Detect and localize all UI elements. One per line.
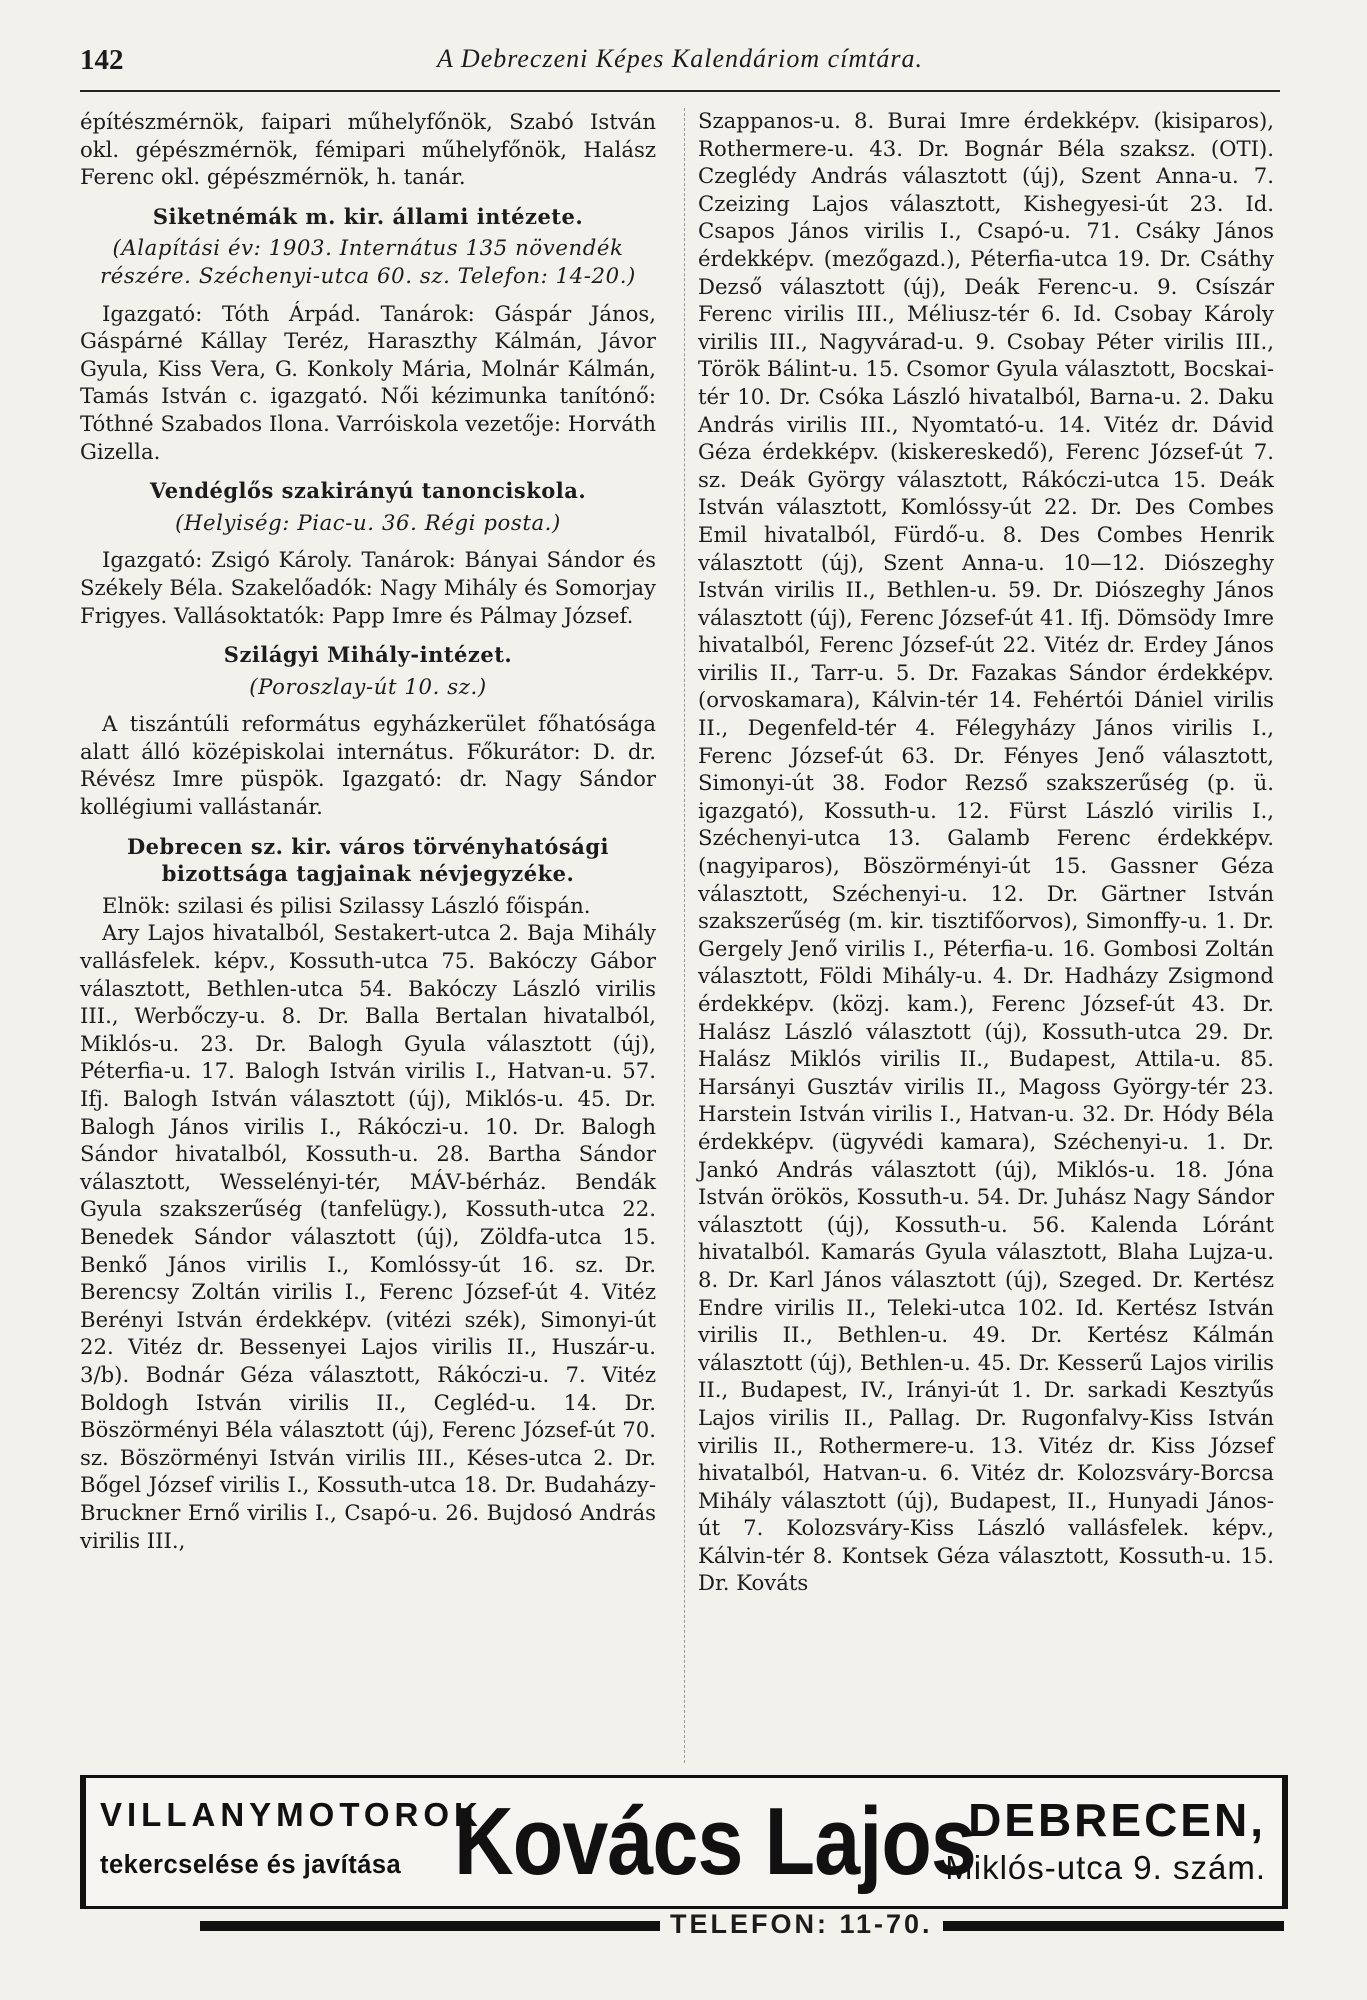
advertisement-box [80,1775,1288,1909]
section-heading-siketnemak: Siketnémák m. kir. állami intézete. [152,203,584,229]
right-column [698,107,1274,1597]
ad-service-text [100,1794,483,1884]
ad-city: DEBRECEN, [968,1794,1266,1846]
section-heading-vendeglos: Vendéglős szakirányú tanonciskola. [149,478,587,504]
advertisement [80,1775,1284,1947]
section-body-siketnemak: Igazgató: Tóth Árpád. Tanárok: Gáspár János, Gáspárné Kállay Teréz, Haraszthy Kálmán, Jávor Gyula, Kiss Vera, G. Konkoly Mária, Molnár Kálmán, Tamás István c. igazgató. Női kézimunka tanítónő: Tóthné Szabados Ilona. Varróiskola vezetője: Horváth Gizella. [80,300,656,464]
section-heading-bizottsag: Debrecen sz. kir. város törvényhatósági bizottsága tagjainak névjegyzéke. [126,833,610,887]
running-title: A Debreczeni Képes Kalendáriom címtára. [437,44,923,73]
ad-business-name: Kovács Lajos [454,1788,976,1895]
page-header [80,44,1280,92]
ad-address [945,1794,1266,1890]
section-subtitle-vendeglos: (Helyiség: Piac-u. 36. Régi posta.) [175,509,561,535]
member-list-right: Szappanos-u. 8. Burai Imre érdekképv. (kisiparos), Rothermere-u. 43. Dr. Bognár Béla szaksz. (OTI). Czeglédy András választott (új), Szent Anna-u. 7. Czeizing Lajos választott, Kishegyesi-út 23. Id. Csapos János virilis I., Csapó-u. 71. Csáky János érdekképv. (mezőgazd.), Péterfia-utca 19. Dr. Csáthy Dezső választott (új), Deák Ferenc-u. 9. Csíszár Ferenc virilis III., Méliusz-tér 6. Id. Csobay Károly virilis III., Nagyvárad-u. 9. Csobay Péter virilis III., Török Bálint-u. 15. Csomor Gyula választott, Bocskai-tér 10. Dr. Csóka László hivatalból, Barna-u. 2. Daku András virilis III., Nyomtató-u. 14. Vitéz dr. Dávid Géza érdekképv. (kiskereskedő), Ferenc József-út 7. sz. Deák György választott, Rákóczi-utca 15. Deák István választott, Komlóssy-út 22. Dr. Des Combes Emil hivatalból, Fürdő-u. 8. Des Combes Henrik választott (új), Szent Anna-u. 10—12. Diószeghy István virilis II., Bethlen-u. 59. Dr. Diószeghy János választott (új), Ferenc József-út 41. Ifj. Dömsödy Imre hivatalból, Ferenc József-út 22. Vitéz dr. Erdey János virilis II., Tarr-u. 5. Dr. Fazakas Sándor érdekképv. (orvoskamara), Kálvin-tér 14. Fehértói Dániel virilis II., Degenfeld-tér 4. Félegyházy János virilis I., Ferenc József-út 63. Dr. Fényes Jenő választott, Simonyi-út 38. Fodor Rezső szakszerűség (p. ü. igazgató), Kossuth-u. 12. Fürst László virilis I., Széchenyi-utca 13. Galamb Ferenc érdekképv. (nagyiparos), Böszörményi-út 15. Gassner Géza választott, Széchenyi-u. 12. Dr. Gärtner István szakszerűség (m. kir. tisztifőorvos), Simonffy-u. 1. Dr. Gergely Jenő virilis I., Péterfia-u. 16. Gombosi Zoltán választott, Földi Mihály-u. 4. Dr. Hadházy Zsigmond érdekképv. (közj. kam.), Ferenc József-út 43. Dr. Halász László választott (új), Kossuth-utca 29. Dr. Halász Miklós virilis II., Budapest, Attila-u. 85. Harsányi Gusztáv virilis II., Magoss György-tér 23. Harstein István virilis I., Hatvan-u. 32. Dr. Hódy Béla érdekképv. (ügyvédi kamara), Széchenyi-u. 1. Dr. Jankó András választott (új), Miklós-u. 18. Jóna István örökös, Kossuth-u. 54. Dr. Juhász Nagy Sándor választott (új), Kossuth-u. 56. Kalenda Lóránt hivatalból. Kamarás Gyula választott, Blaha Lujza-u. 8. Dr. Karl János választott (új), Szeged. Dr. Kertész Endre virilis II., Teleki-utca 102. Id. Kertész István virilis II., Bethlen-u. 49. Dr. Kertész Kálmán választott (új), Bethlen-u. 45. Dr. Kesserű Lajos virilis II., Budapest, IV., Irányi-út 1. Dr. sarkadi Kesztyűs Lajos virilis II., Pallag. Dr. Rugonfalvy-Kiss István virilis II., Rothermere-u. 13. Vitéz dr. Kiss József hivatalból, Hatvan-u. 6. Vitéz dr. Kolozsváry-Borcsa Mihály választott (új), Budapest, II., Hunyadi János-út 7. Kolozsváry-Kiss László vallásfelek. képv., Kálvin-tér 8. Kontsek Géza választott, Kossuth-u. 15. Dr. Kováts [698,108,1274,1596]
member-list-left: Ary Lajos hivatalból, Sestakert-utca 2. Baja Mihály vallásfelek. képv., Kossuth-utca 75. Bakóczy Gábor választott, Bethlen-utca 54. Bakóczy László virilis III., Werbőczy-u. 8. Dr. Balla Bertalan hivatalból, Miklós-u. 23. Dr. Balogh Gyula választott (új), Péterfia-u. 17. Balogh István virilis I., Hatvan-u. 57. Ifj. Balogh István választott (új), Miklós-u. 45. Dr. Balogh János virilis I., Rákóczi-u. 10. Dr. Balogh Sándor hivatalból, Kossuth-u. 28. Bartha Sándor választott, Wesselényi-tér, MÁV-bérház. Bendák Gyula szakszerűség (tanfelügy.), Kossuth-utca 22. Benedek Sándor választott (új), Zöldfa-utca 15. Benkő János virilis I., Komlóssy-út 16. sz. Dr. Berencsy Zoltán virilis I., Ferenc József-út 4. Vitéz Berényi István érdekképv. (vitézi szék), Simonyi-út 22. Vitéz dr. Bessenyei Lajos virilis II., Huszár-u. 3/b). Bodnár Géza választott, Rákóczi-u. 7. Vitéz Boldogh István virilis II., Cegléd-u. 14. Dr. Böszörményi Béla választott (új), Ferenc József-út 70. sz. Böszörményi István virilis III., Késes-utca 2. Dr. Bőgel József virilis I., Kossuth-utca 18. Dr. Budaházy-Bruckner Ernő virilis I., Csapó-u. 26. Bujdosó András virilis III., [80,920,656,1553]
section-body-vendeglos: Igazgató: Zsigó Károly. Tanárok: Bányai Sándor és Székely Béla. Szakelőadók: Nagy Mihály és Somorjay Frigyes. Vallásoktatók: Papp Imre és Pálmay József. [80,547,656,628]
ad-street: Miklós-utca 9. szám. [945,1849,1266,1886]
section-subtitle-szilagyi: (Poroszlay-út 10. sz.) [249,673,487,699]
intro-paragraph: építészmérnök, faipari műhelyfőnök, Szabó István okl. gépészmérnök, fémipari műhelyfőnök, Halász Ferenc okl. gépészmérnök, h. tanár. [80,109,656,190]
column-divider [684,108,685,1763]
ad-line-service: tekercselése és javítása [100,1851,402,1879]
ad-phone-bar-left [200,1921,670,1931]
section-heading-szilagyi: Szilágyi Mihály-intézet. [223,642,513,668]
ad-line-motors: VILLANYMOTOROK [100,1796,483,1833]
chairman-line: Elnök: szilasi és pilisi Szilassy László főispán. [102,892,591,918]
ad-phone: TELEFON: 11-70. [660,1909,943,1940]
section-body-szilagyi: A tiszántúli református egyházkerület főhatósága alatt álló középiskolai internátus. Főkurátor: D. dr. Révész Imre püspök. Igazgató: dr. Nagy Sándor kollégiumi vallástanár. [80,711,656,820]
page-number: 142 [80,44,124,76]
section-subtitle-siketnemak: (Alapítási év: 1903. Internátus 135 növendék részére. Széchenyi-utca 60. sz. Telefon: 14-20.) [100,235,636,288]
left-column [80,108,656,1554]
ad-phone-row [80,1911,1284,1941]
